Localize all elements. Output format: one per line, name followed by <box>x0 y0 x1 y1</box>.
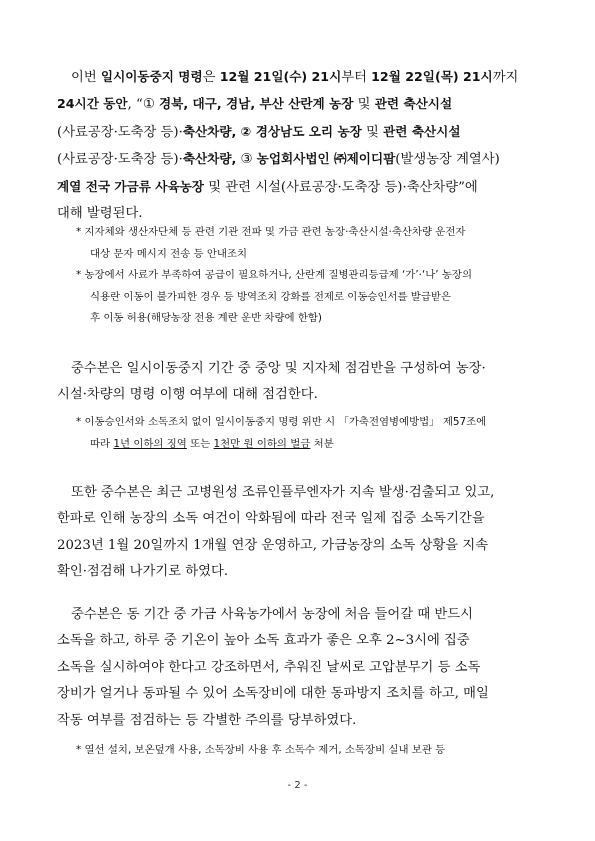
text-line: 한파로 인해 농장의 소독 여건이 악화됨에 따라 전국 일제 집중 소독기간을 <box>57 511 485 527</box>
footnote-block-3 <box>76 740 546 762</box>
text-run: 처분 <box>310 437 334 450</box>
text-run-bold: 축산차량, ② 경상남도 오리 농장 <box>182 123 362 139</box>
text-line <box>57 146 547 173</box>
text-run: 및 <box>361 124 384 140</box>
text-run-bold: 경북, 대구, 경남, 부산 산란계 농장 <box>158 96 354 112</box>
text-run-bold: 축산차량, <box>182 151 237 167</box>
paragraph-disinfection-guidance <box>57 602 547 734</box>
text-run-bold: 관련 축산시설 <box>383 123 461 139</box>
footnote-block-1 <box>76 222 546 330</box>
text-run: 부터 <box>341 70 372 85</box>
footnote-block-2 <box>76 412 546 455</box>
paragraph-order-scope <box>57 64 547 227</box>
text-run-bold: 12월 21일(수) 21시 <box>219 69 342 84</box>
text-run-bold: 관련 축산시설 <box>374 96 453 112</box>
text-run-underlined: 1천만 원 이하의 벌금 <box>213 437 311 450</box>
text-line: 소독을 하고, 하루 중 기온이 높아 소독 효과가 좋은 오후 2~3시에 집중 <box>57 633 470 649</box>
text-run: 또는 <box>186 437 214 450</box>
text-run: (사료공장·도축장 등)· <box>57 152 183 168</box>
text-line <box>57 91 547 118</box>
text-line: 확인·점검해 나가기로 하였다. <box>57 564 229 580</box>
text-line <box>57 64 547 91</box>
footnote-line <box>76 434 546 456</box>
text-run-underlined: 1년 이하의 징역 <box>113 437 187 450</box>
text-run-bold: 농업회사법인 ㈜제이디팜 <box>256 151 396 167</box>
text-run-bold: 24시간 동안 <box>57 96 128 112</box>
footnote-line: * 이동승인서와 소독조치 없이 일시이동중지 명령 위반 시 「가축전염병예방법」 제57조에 <box>76 416 487 428</box>
text-line: 중수본은 일시이동중지 기간 중 중앙 및 지자체 점검반을 구성하여 농장· <box>71 361 486 376</box>
text-line: 소독을 실시하여야 한다고 강조하면서, 추워진 날씨로 고압분무기 등 소독 <box>57 659 481 675</box>
paragraph-disinfection-period <box>57 480 547 586</box>
text-line: 2023년 1월 20일까지 1개월 연장 운영하고, 가금농장의 소독 상황을 지속 <box>57 537 489 553</box>
text-line <box>57 119 547 146</box>
text-run-bold: 일시이동중지 명령 <box>100 69 203 84</box>
text-line: 대해 발령된다. <box>57 206 143 222</box>
text-run: 및 <box>353 97 375 113</box>
footnote-line: * 열선 설치, 보온덮개 사용, 소독장비 사용 후 소독수 제거, 소독장비 실내 보관 등 <box>76 744 446 756</box>
text-run: , “① <box>127 97 159 113</box>
text-line: 중수본은 동 기간 중 가금 사육농가에서 농장에 처음 들어갈 때 반드시 <box>71 607 473 622</box>
text-line <box>57 174 547 201</box>
text-line: 장비가 얼거나 동파될 수 있어 소독장비에 대한 동파방지 조치를 하고, 매일 <box>57 686 489 702</box>
footnote-line: 식용란 이동이 불가피한 경우 등 방역조치 강화를 전제로 이동승인서를 발급받은 <box>90 290 451 303</box>
text-run: (사료공장·도축장 등)· <box>57 124 183 140</box>
text-run: 은 <box>202 70 220 85</box>
text-line: 또한 중수본은 최근 고병원성 조류인플루엔자가 지속 발생·검출되고 있고, <box>71 485 495 500</box>
footnote-line: * 지자체와 생산자단체 등 관련 기관 전파 및 가금 관련 농장·축산시설·축산차량 운전자 <box>76 226 466 238</box>
text-run-bold: 계열 전국 가금류 사육농장 <box>57 178 204 194</box>
text-line: 시설·차량의 명령 이행 여부에 대해 점검한다. <box>57 387 318 403</box>
text-run: 및 관련 시설(사료공장·도축장 등)·축산차량”에 <box>203 179 478 195</box>
footnote-line: * 농장에서 사료가 부족하여 공급이 필요하거나, 산란계 질병관리등급제 ‘가’·‘나’ 농장의 <box>76 269 473 281</box>
paragraph-inspection <box>57 356 547 409</box>
text-run: 따라 <box>90 437 114 450</box>
text-run: 이번 <box>71 70 101 85</box>
text-run: 까지 <box>492 70 519 85</box>
footnote-line: 후 이동 허용(해당농장 전용 계란 운반 차량에 한함) <box>90 312 322 324</box>
footnote-line: 대상 문자 메시지 전송 등 안내조치 <box>90 247 248 260</box>
text-run: (발생농장 계열사) <box>395 152 500 168</box>
page-number: - 2 - <box>287 780 308 791</box>
text-run: ③ <box>236 152 257 168</box>
text-run-bold: 12월 22일(목) 21시 <box>371 69 493 84</box>
text-line: 작동 여부를 점검하는 등 각별한 주의를 당부하였다. <box>57 712 357 728</box>
